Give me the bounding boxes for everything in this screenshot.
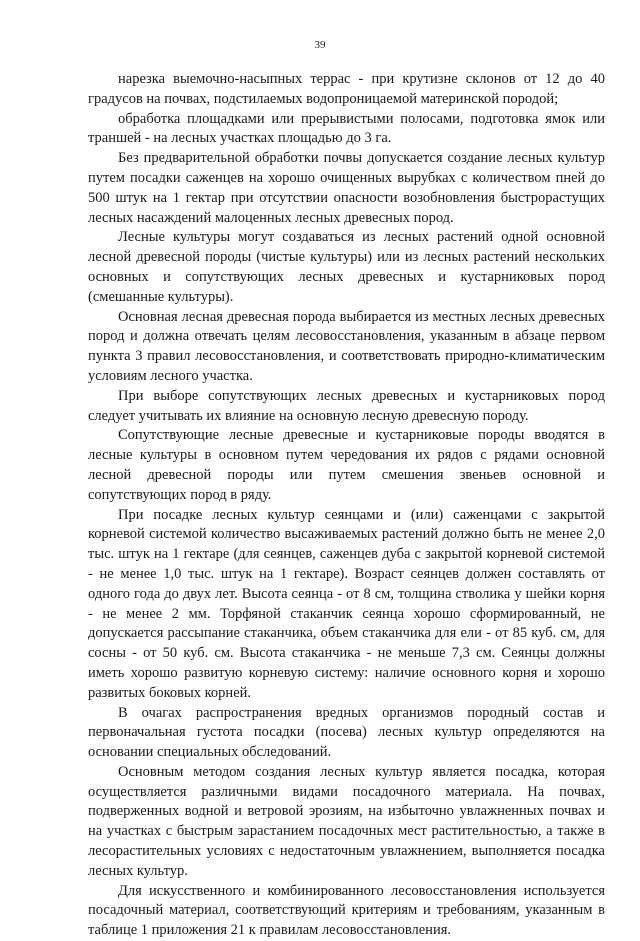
paragraph: Основная лесная древесная порода выбирается из местных лесных древесных пород и должна отвечать целям лесовосстановления, указанным в абзаце первом пункта 3 правил лесовосстановления, и соответствовать природно-климатическим условиям лесного участка. <box>88 308 605 384</box>
paragraph: нарезка выемочно-насыпных террас - при крутизне склонов от 12 до 40 градусов на почвах, подстилаемых водопроницаемой материнской породой; <box>88 71 605 107</box>
paragraph: При посадке лесных культур сеянцами и (или) саженцами с закрытой корневой системой количество высаживаемых растений должно быть не менее 2,0 тыс. штук на 1 гектаре (для сеянцев, саженцев дуба с закрытой корневой системой - не менее 1,0 тыс. штук на 1 гектаре). Возраст сеянцев должен составлять от одного года до двух лет. Высота сеянца - от 8 см, толщина стволика у шейки корня - не менее 2 мм. Торфяной стаканчик сеянца хорошо сформированный, не допускается рассыпание стаканчика, объем стаканчика для ели - от 85 куб. см, для сосны - от 50 куб. см. Высота стаканчика - не меньше 7,3 см. Сеянцы должны иметь хорошо развитую корневую систему: наличие основного корня и хорошо развитых боковых корней. <box>88 506 605 701</box>
paragraph: В очагах распространения вредных организмов породный состав и первоначальная густота посадки (посева) лесных культур определяются на основании специальных обследований. <box>88 704 605 761</box>
document-body <box>88 70 605 941</box>
paragraph: Для искусственного и комбинированного лесовосстановления используется посадочный материал, соответствующий критериям и требованиям, указанным в таблице 1 приложения 21 к правилам лесовосстановления. <box>88 882 605 939</box>
paragraph: Основным методом создания лесных культур является посадка, которая осуществляется различными видами посадочного материала. На почвах, подверженных водной и ветровой эрозиям, на избыточно увлажненных почвах и на участках с быстрым зарастанием посадочных мест растительностью, а также в лесорастительных условиях с недостаточным увлажнением, выполняется посадка лесных культур. <box>88 763 605 879</box>
paragraph: обработка площадками или прерывистыми полосами, подготовка ямок или траншей - на лесных участках площадью до 3 га. <box>88 110 605 147</box>
paragraph: При выборе сопутствующих лесных древесных и кустарниковых пород следует учитывать их влияние на основную лесную древесную породу. <box>88 387 605 424</box>
paragraph: Лесные культуры могут создаваться из лесных растений одной основной лесной древесной породы (чистые культуры) или из лесных растений нескольких основных и сопутствующих лесных древесных и кустарниковых пород (смешанные культуры). <box>88 229 605 305</box>
page-number: 39 <box>314 39 326 51</box>
paragraph: Сопутствующие лесные древесные и кустарниковые породы вводятся в лесные культуры в основном путем чередования их рядов с рядами основной лесной древесной породы или путем смешения звеньев основной и сопутствующих пород в ряду. <box>88 427 605 503</box>
paragraph: Без предварительной обработки почвы допускается создание лесных культур путем посадки саженцев на хорошо очищенных вырубках с количеством пней до 500 штук на 1 гектар при отсутствии опасности возобновления быстрорастущих лесных насаждений малоценных лесных древесных пород. <box>88 150 605 226</box>
